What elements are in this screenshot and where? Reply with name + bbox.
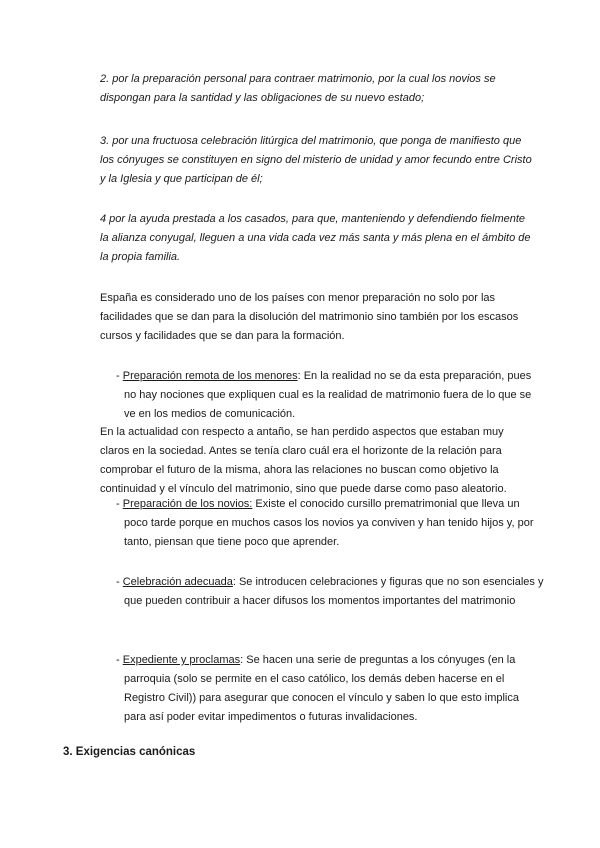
bullet-preparacion-novios <box>113 495 544 552</box>
bullet-dash: - <box>116 654 123 666</box>
bullet-title: Preparación remota de los menores <box>122 370 298 382</box>
bullet-preparacion-remota <box>113 367 544 424</box>
bullet-dash: - <box>116 370 123 382</box>
bullet-text: Existe el conocido cursillo prematrimonial que lleva un poco tarde porque en muchos casos los novios ya conviven y han tenido hijos y, por tanto, piensan que tiene poco que aprender. <box>124 498 534 548</box>
bullet-text: : En la realidad no se da esta preparación, pues no hay nociones que expliquen cual es la realidad de matrimonio fuera de lo que se ve en los medios de comunicación. <box>124 370 532 420</box>
list-item-4: 4 por la ayuda prestada a los casados, para que, manteniendo y defendiendo fielmente la alianza conyugal, lleguen a una vida cada vez más santa y más plena en el ámbito de la propia familia. <box>100 213 531 263</box>
bullet-expediente <box>113 651 544 727</box>
bullet-text: : Se hacen una serie de preguntas a los cónyuges (en la parroquia (solo se permite en el caso católico, los demás deben hacerse en el Registro Civil)) para asegurar que conocen el vínculo y saben lo que esto implica para así poder evitar impedimentos o futuras invalidaciones. <box>124 654 519 723</box>
paragraph-actualidad: En la actualidad con respecto a antaño, se han perdido aspectos que estaban muy claros en la sociedad. Antes se tenía claro cuál era el horizonte de la relación para comprobar el futuro de la misma, ahora las relaciones no buscan como objetivo la continuidad y el vínculo del matrimonio, sino que puede darse como paso aleatorio. <box>100 426 507 495</box>
bullet-title: Expediente y proclamas <box>122 654 241 666</box>
paragraph-spain: España es considerado uno de los países con menor preparación no solo por las facilidades que se dan para la disolución del matrimonio sino también por los escasos cursos y facilidades que se dan para la formación. <box>100 292 519 342</box>
bullet-title: Preparación de los novios: <box>122 498 253 510</box>
list-item-2: 2. por la preparación personal para contraer matrimonio, por la cual los novios se dispongan para la santidad y las obligaciones de su nuevo estado; <box>100 73 496 104</box>
section-heading: 3. Exigencias canónicas <box>63 746 196 758</box>
bullet-dash: - <box>116 576 123 588</box>
list-item-3: 3. por una fructuosa celebración litúrgica del matrimonio, que ponga de manifiesto que los cónyuges se constituyen en signo del misterio de unidad y amor fecundo entre Cristo y la Iglesia y que participan de él; <box>100 135 532 185</box>
bullet-title: Celebración adecuada <box>122 576 233 588</box>
bullet-dash: - <box>116 498 123 510</box>
bullet-text: : Se introducen celebraciones y figuras que no son esenciales y que pueden contribuir a hacer difusos los momentos importantes del matrimonio <box>124 576 544 607</box>
bullet-celebracion <box>113 573 544 611</box>
